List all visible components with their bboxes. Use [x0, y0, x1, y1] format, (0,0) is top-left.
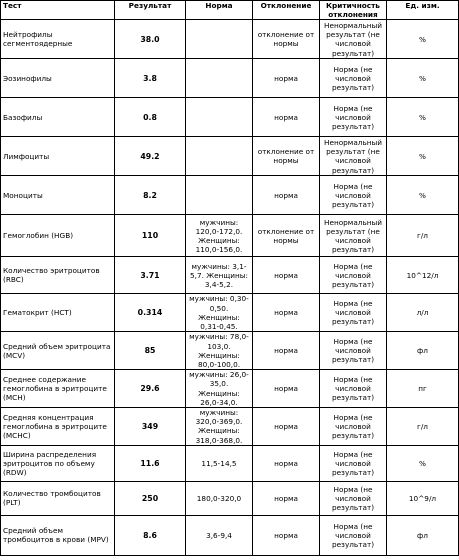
norm-range-cell — [186, 176, 253, 215]
norm-range-cell: мужчины: 120,0-172,0. Женщины: 110,0-156,0. — [186, 215, 253, 257]
result-value-cell: 0.8 — [115, 98, 186, 137]
criticality-cell: Норма (не числовой результат) — [320, 98, 387, 137]
norm-range-cell: 3,6-9,4 — [186, 515, 253, 555]
norm-range-cell — [186, 20, 253, 59]
test-name-cell: Средняя концентрация гемоглобина в эритроците (MCHC) — [1, 408, 115, 446]
unit-cell: г/л — [387, 408, 459, 446]
result-value-cell: 29.6 — [115, 370, 186, 408]
table-row — [1, 332, 459, 370]
result-value-cell: 8.2 — [115, 176, 186, 215]
unit-cell: фл — [387, 515, 459, 555]
norm-range-cell: мужчины: 78,0-103,0. Женщины: 80,0-100,0. — [186, 332, 253, 370]
table-row — [1, 515, 459, 555]
deviation-cell: норма — [253, 98, 320, 137]
test-name-cell: Среднее содержание гемоглобина в эритроците (MCH) — [1, 370, 115, 408]
result-value-cell: 49.2 — [115, 137, 186, 176]
header-criticality: Критичность отклонения — [320, 1, 387, 20]
deviation-cell: отклонение от нормы — [253, 20, 320, 59]
test-name-cell: Средний объем тромбоцитов в крови (MPV) — [1, 515, 115, 555]
deviation-cell: норма — [253, 515, 320, 555]
unit-cell: фл — [387, 332, 459, 370]
unit-cell: пг — [387, 370, 459, 408]
norm-range-cell — [186, 137, 253, 176]
criticality-cell: Норма (не числовой результат) — [320, 332, 387, 370]
deviation-cell: норма — [253, 445, 320, 481]
test-name-cell: Моноциты — [1, 176, 115, 215]
unit-cell: 10^9/л — [387, 481, 459, 515]
table-row — [1, 481, 459, 515]
deviation-cell: норма — [253, 59, 320, 98]
table-row — [1, 408, 459, 446]
norm-range-cell: мужчины: 320,0-369,0. Женщины: 318,0-368,0. — [186, 408, 253, 446]
test-name-cell: Базофилы — [1, 98, 115, 137]
norm-range-cell: мужчины: 0,30-0,50. Женщины: 0,31-0,45. — [186, 294, 253, 332]
unit-cell: % — [387, 176, 459, 215]
deviation-cell: норма — [253, 481, 320, 515]
test-name-cell: Средний объем эритроцита (MCV) — [1, 332, 115, 370]
header-unit: Ед. изм. — [387, 1, 459, 20]
unit-cell: 10^12/л — [387, 257, 459, 294]
norm-range-cell: мужчины: 26,0-35,0. Женщины: 26,0-34,0. — [186, 370, 253, 408]
table-row — [1, 445, 459, 481]
table-row — [1, 257, 459, 294]
test-name-cell: Количество эритроцитов (RBC) — [1, 257, 115, 294]
test-name-cell: Лимфоциты — [1, 137, 115, 176]
table-header-row — [1, 1, 459, 20]
table-row — [1, 20, 459, 59]
criticality-cell: Норма (не числовой результат) — [320, 445, 387, 481]
table-row — [1, 176, 459, 215]
table-row — [1, 370, 459, 408]
result-value-cell: 3.8 — [115, 59, 186, 98]
table-body — [1, 20, 459, 555]
norm-range-cell — [186, 98, 253, 137]
header-norm: Норма — [186, 1, 253, 20]
unit-cell: % — [387, 20, 459, 59]
deviation-cell: норма — [253, 176, 320, 215]
unit-cell: % — [387, 137, 459, 176]
test-name-cell: Ширина распределения эритроцитов по объему (RDW) — [1, 445, 115, 481]
norm-range-cell: 180,0-320,0 — [186, 481, 253, 515]
criticality-cell: Норма (не числовой результат) — [320, 176, 387, 215]
criticality-cell: Норма (не числовой результат) — [320, 370, 387, 408]
result-value-cell: 0.314 — [115, 294, 186, 332]
deviation-cell: отклонение от нормы — [253, 137, 320, 176]
unit-cell: % — [387, 445, 459, 481]
norm-range-cell — [186, 59, 253, 98]
header-deviation: Отклонение — [253, 1, 320, 20]
result-value-cell: 110 — [115, 215, 186, 257]
table-row — [1, 137, 459, 176]
criticality-cell: Ненормальный результат (не числовой результат) — [320, 215, 387, 257]
criticality-cell: Норма (не числовой результат) — [320, 515, 387, 555]
deviation-cell: норма — [253, 332, 320, 370]
result-value-cell: 3.71 — [115, 257, 186, 294]
unit-cell: % — [387, 59, 459, 98]
criticality-cell: Норма (не числовой результат) — [320, 257, 387, 294]
norm-range-cell: 11,5-14,5 — [186, 445, 253, 481]
unit-cell: % — [387, 98, 459, 137]
test-name-cell: Эозинофилы — [1, 59, 115, 98]
criticality-cell: Норма (не числовой результат) — [320, 294, 387, 332]
criticality-cell: Ненормальный результат (не числовой результат) — [320, 20, 387, 59]
table-row — [1, 59, 459, 98]
result-value-cell: 349 — [115, 408, 186, 446]
deviation-cell: норма — [253, 408, 320, 446]
header-test: Тест — [1, 1, 115, 20]
test-name-cell: Количество тромбоцитов (PLT) — [1, 481, 115, 515]
result-value-cell: 11.6 — [115, 445, 186, 481]
unit-cell: л/л — [387, 294, 459, 332]
criticality-cell: Норма (не числовой результат) — [320, 481, 387, 515]
unit-cell: г/л — [387, 215, 459, 257]
deviation-cell: норма — [253, 370, 320, 408]
deviation-cell: норма — [253, 294, 320, 332]
table-row — [1, 294, 459, 332]
norm-range-cell: мужчины: 3,1-5,7. Женщины: 3,4-5,2. — [186, 257, 253, 294]
table-row — [1, 215, 459, 257]
result-value-cell: 250 — [115, 481, 186, 515]
result-value-cell: 85 — [115, 332, 186, 370]
criticality-cell: Норма (не числовой результат) — [320, 408, 387, 446]
result-value-cell: 8.6 — [115, 515, 186, 555]
test-name-cell: Нейтрофилы сегментоядерные — [1, 20, 115, 59]
header-result: Результат — [115, 1, 186, 20]
test-name-cell: Гемоглобин (HGB) — [1, 215, 115, 257]
table-row — [1, 98, 459, 137]
deviation-cell: норма — [253, 257, 320, 294]
result-value-cell: 38.0 — [115, 20, 186, 59]
criticality-cell: Норма (не числовой результат) — [320, 59, 387, 98]
test-name-cell: Гематокрит (HCT) — [1, 294, 115, 332]
criticality-cell: Ненормальный результат (не числовой результат) — [320, 137, 387, 176]
deviation-cell: отклонение от нормы — [253, 215, 320, 257]
